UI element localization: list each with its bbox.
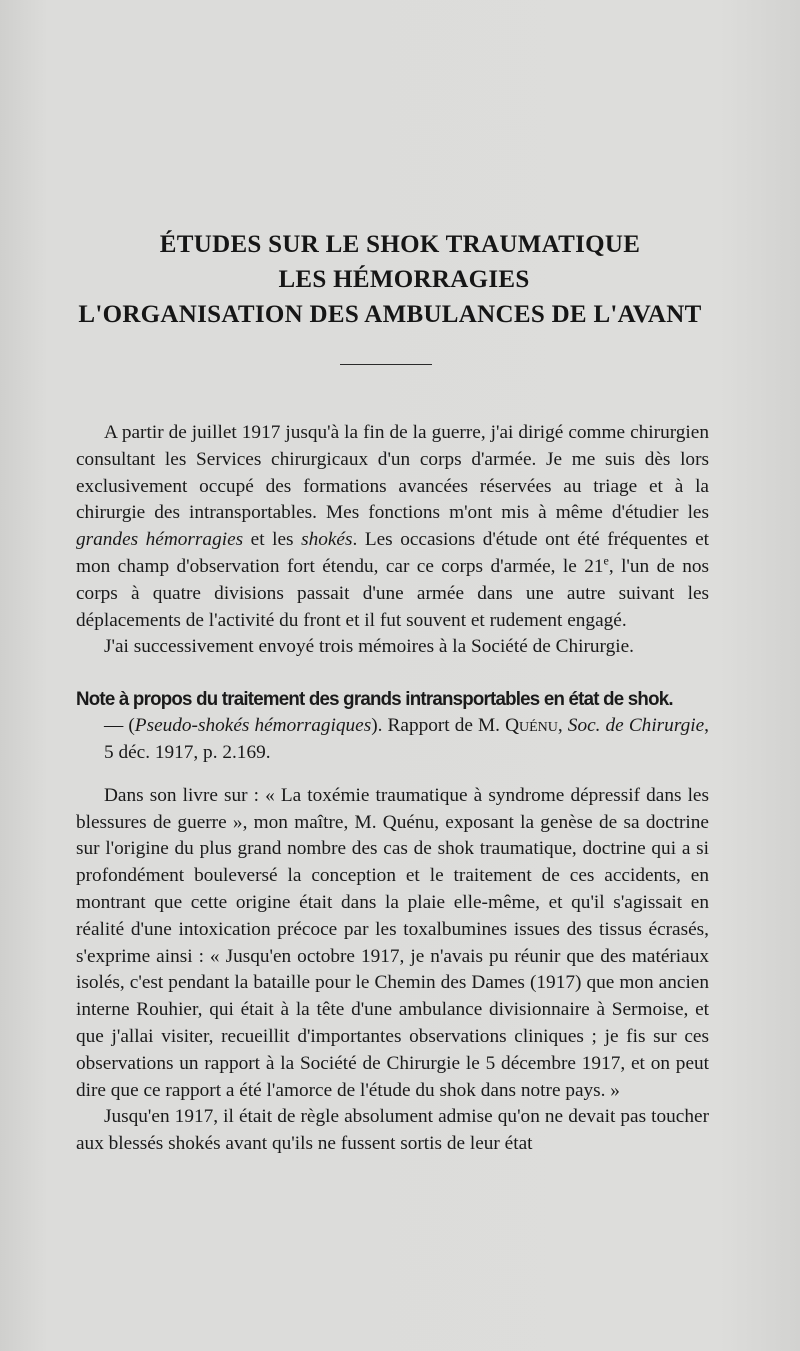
intro-italic-hemorragies: grandes hémorragies <box>76 529 244 551</box>
quenu-paragraph: Dans son livre sur : « La toxémie traumatique à syndrome dépressif dans les blessures de guerre », mon maître, M. Quénu, exposant la genèse de sa doctrine sur l'origine du plus grand nombre des cas de shok traumatique, doctrine qui a si profondément bouleversé la conception et le traitement de ces accidents, en montrant que cette origine était dans la plaie elle-même, et qu'il s'agissait en réalité d'une intoxication précoce par les toxalbumines issues des tissus écrasés, s'exprime ainsi : « Jusqu'en octobre 1917, je n'avais pu réunir que des matériaux isolés, c'est pendant la bataille pour le Chemin des Dames (1917) que mon ancien interne Rouhier, qui était à la tête d'une ambulance divisionnaire à Sermoise, et que j'allai visiter, recueillit d'importantes observations cliniques ; je fis sur ces observations un rapport à la Société de Chirurgie le 5 décembre 1917, et on peut dire que ce rapport a été l'amorce de l'étude du shok dans notre pays. » <box>76 784 709 1101</box>
intro-superscript: e <box>603 553 609 568</box>
note-ref-dash: — ( <box>104 715 135 737</box>
closing-paragraph: Jusqu'en 1917, il était de règle absolument admise qu'on ne devait pas toucher aux blessés shokés avant qu'ils ne fussent sortis de leur état <box>76 1106 709 1155</box>
chapter-title <box>0 227 800 332</box>
intro-italic-shokes: shokés <box>301 529 353 551</box>
intro-text-a: A partir de juillet 1917 jusqu'à la fin de la guerre, j'ai dirigé comme chirurgien consultant les Services chirurgicaux d'un corps d'armée. Je me suis dès lors exclusivement occupé des formations avancées réservées au triage et à la chirurgie des intransportables. Mes fonctions m'ont mis à même d'étudier les <box>76 422 709 524</box>
title-divider <box>340 364 432 365</box>
intro-text-d: , l'un de nos corps à quatre divisions passait d'une armée dans une autre suivant les déplacements de l'activité du front et il fut souvent et rudement engagé. <box>76 555 709 631</box>
intro-text-c: . Les occasions d'étude ont été fréquentes et mon champ d'observation fort étendu, car ce corps d'armée, le 21 <box>76 529 710 577</box>
note-ref-italic: Pseudo-shokés hémorragiques <box>134 715 372 737</box>
title-line-2: LES HÉMORRAGIES <box>278 266 530 293</box>
note-ref-author: Quénu <box>505 715 558 737</box>
intro-text-b: et les <box>243 529 302 551</box>
memoirs-paragraph: J'ai successivement envoyé trois mémoires à la Société de Chirurgie. <box>104 636 634 658</box>
text-body <box>76 420 709 1158</box>
note-reference <box>76 713 709 767</box>
intro-paragraph <box>76 420 709 634</box>
note-ref-journal: Soc. de Chirurgie <box>567 715 705 737</box>
title-line-3: L'ORGANISATION DES AMBULANCES DE L'AVANT <box>78 301 702 328</box>
note-ref-end: , 5 déc. 1917, p. 2.169. <box>104 715 709 763</box>
title-line-1: ÉTUDES SUR LE SHOK TRAUMATIQUE <box>159 231 641 258</box>
note-heading: Note à propos du traitement des grands intransportables en état de shok. <box>76 689 673 711</box>
note-ref-comma: , <box>557 715 568 737</box>
note-ref-mid: ). Rapport de M. <box>371 715 506 737</box>
